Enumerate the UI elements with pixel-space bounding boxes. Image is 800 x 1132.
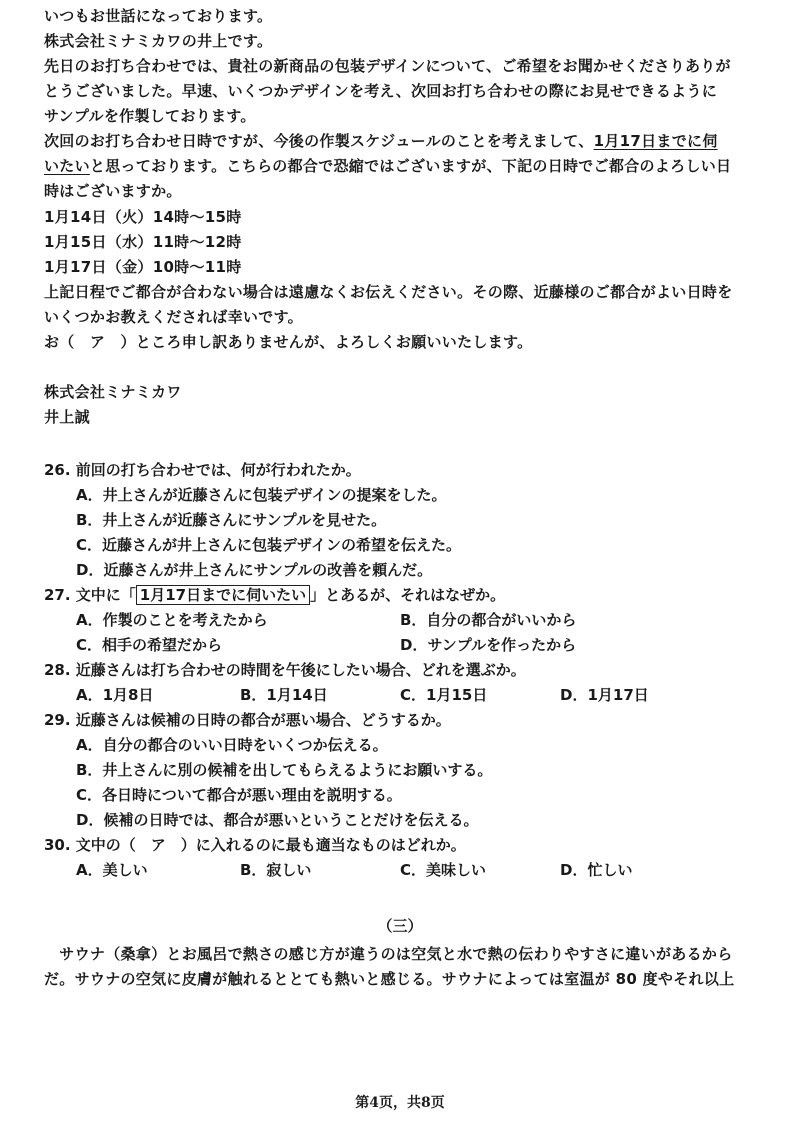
q26-option-b: B．井上さんが近藤さんにサンプルを見せた。 [76,511,387,529]
letter-line: いくつかお教えくだされば幸いです。 [44,308,303,326]
q28-option-d: D．1月17日 [560,686,649,704]
letter-line: 上記日程でご都合が合わない場合は遠慮なくお伝えください。その際、近藤様のご都合がよい日時を [44,283,733,301]
q30-option-a: A．美しい [76,861,148,879]
q27-text: 」とあるが、それはなぜか。 [310,586,506,604]
letter-line: とうございました。早速、いくつかデザインを考え、次回お打ち合わせの際にお見せできるように [44,82,718,100]
q30-option-d: D．忙しい [560,861,633,879]
letter-line [44,129,780,153]
schedule-option: 1月17日（金）10時～11時 [44,258,242,276]
underlined-phrase: 1月17日までに伺 [593,132,718,150]
q28-option-a: A．1月8日 [76,686,154,704]
page-number: 第4页，共8页 [355,1095,445,1111]
q29-option-d: D．候補の日時では、都合が悪いということだけを伝える。 [76,811,479,829]
q26-option-d: D．近藤さんが井上さんにサンプルの改善を頼んだ。 [76,561,433,579]
signature-company: 株式会社ミナミカワ [44,383,182,401]
letter-line [44,154,780,178]
letter-text: 次回のお打ち合わせ日時ですが、今後の作製スケジュールのことを考えまして、 [44,132,594,150]
q28-option-c: C．1月15日 [400,686,488,704]
q27-option-d: D．サンプルを作ったから [400,636,577,654]
passage-line: だ。サウナの空気に皮膚が触れるととても熱いと感じる。サウナによっては室温が 80 度やそれ以上 [44,970,735,988]
q26-option-a: A．井上さんが近藤さんに包装デザインの提案をした。 [76,486,447,504]
signature-name: 井上誠 [44,408,90,426]
q29-option-a: A．自分の都合のいい日時をいくつか伝える。 [76,736,388,754]
question-29: 29. 近藤さんは候補の日時の都合が悪い場合、どうするか。 [44,711,451,729]
q29-option-b: B．井上さんに別の候補を出してもらえるようにお願いする。 [76,761,493,779]
letter-line: お（ ア ）ところ申し訳ありませんが、よろしくお願いいたします。 [44,333,533,351]
question-30: 30. 文中の（ ア ）に入れるのに最も適当なものはどれか。 [44,836,466,854]
question-28: 28. 近藤さんは打ち合わせの時間を午後にしたい場合、どれを選ぶか。 [44,661,526,679]
section-heading: （三） [377,917,423,935]
question-26: 26. 前回の打ち合わせでは、何が行われたか。 [44,461,361,479]
question-27 [44,583,505,607]
letter-sender-intro: 株式会社ミナミカワの井上です。 [44,32,273,50]
q30-option-c: C．美味しい [400,861,487,879]
q30-option-b: B．寂しい [240,861,312,879]
q27-option-a: A．作製のことを考えたから [76,611,268,629]
letter-line: 時はございますか。 [44,182,182,200]
schedule-option: 1月14日（火）14時～15時 [44,208,242,226]
q27-quoted-phrase: 1月17日までに伺いたい [136,585,310,605]
passage-line: サウナ（桑拿）とお風呂で熱さの感じ方が違うのは空気と水で熱の伝わりやすさに違いがあるから [44,945,733,963]
letter-greeting: いつもお世話になっております。 [44,7,273,25]
q27-option-c: C．相手の希望だから [76,636,223,654]
q29-option-c: C．各日時について都合が悪い理由を説明する。 [76,786,402,804]
schedule-option: 1月15日（水）11時～12時 [44,233,242,251]
q28-option-b: B．1月14日 [240,686,328,704]
letter-line: サンプルを作製しております。 [44,107,256,125]
q27-text: 27. 文中に「 [44,586,136,604]
letter-text: と思っております。こちらの都合で恐縮ではございますが、下記の日時でご都合のよろしい日 [89,157,732,175]
q26-option-c: C．近藤さんが井上さんに包装デザインの希望を伝えた。 [76,536,461,554]
q27-option-b: B．自分の都合がいいから [400,611,577,629]
underlined-phrase: いたい [44,157,90,175]
letter-line: 先日のお打ち合わせでは、貴社の新商品の包装デザインについて、ご希望をお聞かせくださりありが [44,57,731,75]
